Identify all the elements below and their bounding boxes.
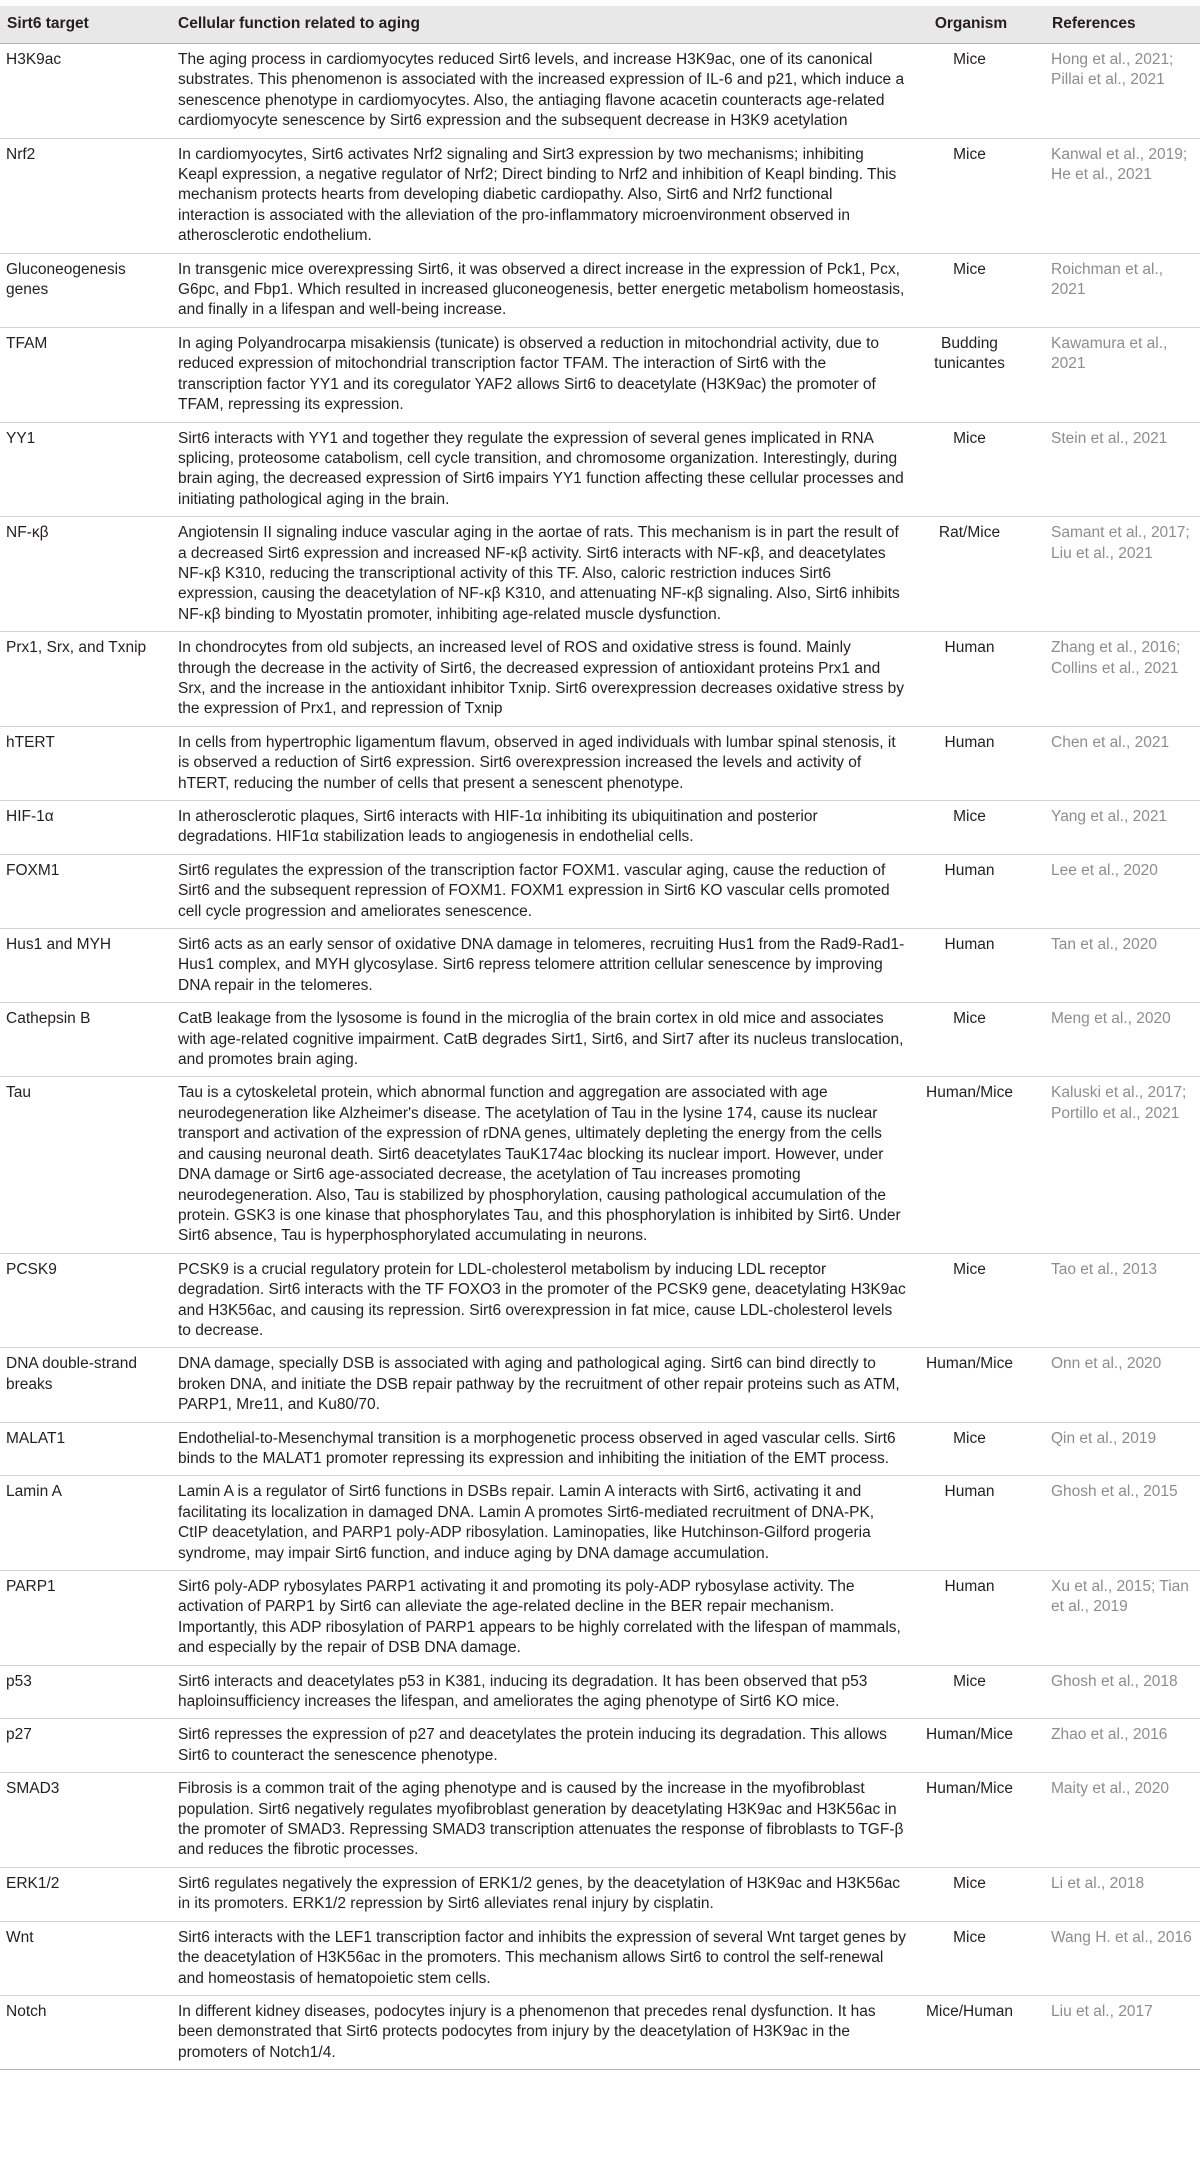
organism-cell: Human <box>914 854 1025 928</box>
function-cell: In different kidney diseases, podocytes injury is a phenomenon that precedes renal dysfunction. It has been demonstrated that Sirt6 protects podocytes from injury by the deacetylation of H3K9ac in the promoters of Notch1/4. <box>171 1995 914 2069</box>
target-cell: Tau <box>0 1077 171 1253</box>
references-cell: Stein et al., 2021 <box>1025 422 1200 517</box>
organism-cell: Human/Mice <box>914 1077 1025 1253</box>
table-row <box>0 1422 1200 1476</box>
function-cell: Sirt6 interacts and deacetylates p53 in K381, inducing its degradation. It has been observed that p53 haploinsufficiency increases the lifespan, and ameliorates the aging phenotype of Sirt6 KO mice. <box>171 1665 914 1719</box>
target-cell: Nrf2 <box>0 138 171 253</box>
table-row <box>0 1003 1200 1077</box>
header-row <box>0 6 1200 44</box>
function-cell: Tau is a cytoskeletal protein, which abnormal function and aggregation are associated with age neurodegeneration like Alzheimer's disease. The acetylation of Tau in the lysine 174, cause its nuclear transport and activation of the expression of rDNA genes, ultimately depleting the energy from the cells and causing neuronal death. Sirt6 deacetylates TauK174ac blocking its nuclear import. However, under DNA damage or Sirt6 age-associated decrease, the acetylation of Tau increases promoting neurodegeneration. Also, Tau is stabilized by phosphorylation, causing pathological accumulation of the protein. GSK3 is one kinase that phosphorylates Tau, and this phosphorylation is inhibited by Sirt6. Under Sirt6 absence, Tau is hyperphosphorylated accumulating in neurons. <box>171 1077 914 1253</box>
references-cell: Lee et al., 2020 <box>1025 854 1200 928</box>
function-cell: Endothelial-to-Mesenchymal transition is a morphogenetic process observed in aged vascular cells. Sirt6 binds to the MALAT1 promoter repressing its expression and inhibiting the initiation of the EMT process. <box>171 1422 914 1476</box>
function-cell: Sirt6 acts as an early sensor of oxidative DNA damage in telomeres, recruiting Hus1 from the Rad9-Rad1-Hus1 complex, and MYH glycosylase. Sirt6 repress telomere attrition cellular senescence by improving DNA repair in the telomeres. <box>171 929 914 1003</box>
organism-cell: Mice <box>914 422 1025 517</box>
function-cell: Sirt6 regulates the expression of the transcription factor FOXM1. vascular aging, cause the reduction of Sirt6 and the subsequent repression of FOXM1. FOXM1 expression in Sirt6 KO vascular cells promoted cell cycle progression and ameliorates senescence. <box>171 854 914 928</box>
table-row <box>0 1719 1200 1773</box>
table-row <box>0 1077 1200 1253</box>
references-cell: Hong et al., 2021; Pillai et al., 2021 <box>1025 44 1200 139</box>
table-row <box>0 726 1200 800</box>
organism-cell: Mice <box>914 1422 1025 1476</box>
target-cell: hTERT <box>0 726 171 800</box>
target-cell: TFAM <box>0 327 171 422</box>
references-cell: Kanwal et al., 2019; He et al., 2021 <box>1025 138 1200 253</box>
table-row <box>0 1476 1200 1571</box>
organism-cell: Mice <box>914 801 1025 855</box>
table-row <box>0 517 1200 632</box>
table-row <box>0 327 1200 422</box>
organism-cell: Human <box>914 929 1025 1003</box>
target-cell: H3K9ac <box>0 44 171 139</box>
organism-cell: Human <box>914 1476 1025 1571</box>
function-cell: Lamin A is a regulator of Sirt6 functions in DSBs repair. Lamin A interacts with Sirt6, activating it and facilitating its localization in damaged DNA. Lamin A promotes Sirt6-mediated recruitment of DNA-PK, CtIP deacetylation, and PARP1 poly-ADP ribosylation. Laminopaties, like Hutchinson-Gilford progeria syndrome, may impair Sirt6 function, and induce aging by DNA damage accumulation. <box>171 1476 914 1571</box>
references-cell: Onn et al., 2020 <box>1025 1348 1200 1422</box>
table-row <box>0 422 1200 517</box>
function-cell: Angiotensin II signaling induce vascular aging in the aortae of rats. This mechanism is in part the result of a decreased Sirt6 expression and increased NF-κβ activity. Sirt6 interacts with NF-κβ, and deacetylates NF-κβ K310, reducing the transcriptional activity of this TF. Also, caloric restriction induces Sirt6 expression, causing the deacetylation of NF-κβ K310, and attenuating NF-κβ signaling. Also, Sirt6 inhibits NF-κβ binding to Myostatin promoter, inhibiting age-related muscle dysfunction. <box>171 517 914 632</box>
organism-cell: Mice <box>914 44 1025 139</box>
table-row <box>0 632 1200 727</box>
organism-cell: Mice <box>914 1003 1025 1077</box>
table-row <box>0 1665 1200 1719</box>
table-row <box>0 1867 1200 1921</box>
references-cell: Ghosh et al., 2015 <box>1025 1476 1200 1571</box>
references-cell: Yang et al., 2021 <box>1025 801 1200 855</box>
references-cell: Roichman et al., 2021 <box>1025 253 1200 327</box>
table-row <box>0 1571 1200 1666</box>
table-header <box>0 6 1200 44</box>
references-cell: Meng et al., 2020 <box>1025 1003 1200 1077</box>
target-cell: Gluconeogenesis genes <box>0 253 171 327</box>
references-cell: Qin et al., 2019 <box>1025 1422 1200 1476</box>
organism-cell: Mice <box>914 1867 1025 1921</box>
function-cell: Sirt6 regulates negatively the expression of ERK1/2 genes, by the deacetylation of H3K9ac and H3K56ac in its promoters. ERK1/2 repression by Sirt6 alleviates renal injury by cisplatin. <box>171 1867 914 1921</box>
table-row <box>0 1348 1200 1422</box>
target-cell: PARP1 <box>0 1571 171 1666</box>
target-cell: FOXM1 <box>0 854 171 928</box>
target-cell: DNA double-strand breaks <box>0 1348 171 1422</box>
target-cell: Lamin A <box>0 1476 171 1571</box>
function-cell: Sirt6 interacts with the LEF1 transcription factor and inhibits the expression of several Wnt target genes by the deacetylation of H3K56ac in the promoters. This mechanism allows Sirt6 to control the self-renewal and homeostasis of hematopoietic stem cells. <box>171 1921 914 1995</box>
table-row <box>0 854 1200 928</box>
target-cell: SMAD3 <box>0 1773 171 1868</box>
function-cell: Sirt6 poly-ADP rybosylates PARP1 activating it and promoting its poly-ADP rybosylase activity. The activation of PARP1 by Sirt6 can alleviate the age-related decline in the BER repair mechanism. Importantly, this ADP ribosylation of PARP1 appears to be highly correlated with the lifespan of mammals, and especially by the repair of DSB DNA damage. <box>171 1571 914 1666</box>
target-cell: NF-κβ <box>0 517 171 632</box>
references-cell: Zhao et al., 2016 <box>1025 1719 1200 1773</box>
function-cell: Fibrosis is a common trait of the aging phenotype and is caused by the increase in the myofibroblast population. Sirt6 negatively regulates myofibroblast generation by deacetylating H3K9ac and H3K56ac in the promoter of SMAD3. Repressing SMAD3 transcription attenuates the response of fibroblasts to TGF-β and reduces the fibrotic processes. <box>171 1773 914 1868</box>
references-cell: Kaluski et al., 2017; Portillo et al., 2021 <box>1025 1077 1200 1253</box>
references-cell: Tao et al., 2013 <box>1025 1253 1200 1348</box>
target-cell: PCSK9 <box>0 1253 171 1348</box>
table-row <box>0 44 1200 139</box>
function-cell: The aging process in cardiomyocytes reduced Sirt6 levels, and increase H3K9ac, one of its canonical substrates. This phenomenon is associated with the increased expression of IL-6 and p21, which induce a senescence phenotype in cardiomyocytes. Also, the antiaging flavone acacetin counteracts age-related cardiomyocyte senescence by Sirt6 expression and the subsequent decrease in H3K9 acetylation <box>171 44 914 139</box>
target-cell: YY1 <box>0 422 171 517</box>
organism-cell: Budding tunicantes <box>914 327 1025 422</box>
target-cell: Wnt <box>0 1921 171 1995</box>
organism-cell: Mice/Human <box>914 1995 1025 2069</box>
organism-cell: Mice <box>914 138 1025 253</box>
function-cell: PCSK9 is a crucial regulatory protein for LDL-cholesterol metabolism by inducing LDL receptor degradation. Sirt6 interacts with the TF FOXO3 in the promoter of the PCSK9 gene, deacetylating H3K9ac and H3K56ac, and causing its repression. Sirt6 overexpression in fat mice, cause LDL-cholesterol levels to decrease. <box>171 1253 914 1348</box>
references-cell: Maity et al., 2020 <box>1025 1773 1200 1868</box>
function-cell: Sirt6 represses the expression of p27 and deacetylates the protein inducing its degradation. This allows Sirt6 to counteract the senescence phenotype. <box>171 1719 914 1773</box>
table-row <box>0 1773 1200 1868</box>
organism-cell: Human <box>914 632 1025 727</box>
target-cell: p53 <box>0 1665 171 1719</box>
function-cell: CatB leakage from the lysosome is found in the microglia of the brain cortex in old mice and associates with age-related cognitive impairment. CatB degrades Sirt1, Sirt6, and Sirt7 after its nucleus translocation, and promotes brain aging. <box>171 1003 914 1077</box>
organism-cell: Human/Mice <box>914 1773 1025 1868</box>
organism-cell: Mice <box>914 1253 1025 1348</box>
table-row <box>0 1995 1200 2069</box>
header-cellular-function: Cellular function related to aging <box>171 6 914 44</box>
target-cell: ERK1/2 <box>0 1867 171 1921</box>
organism-cell: Rat/Mice <box>914 517 1025 632</box>
table-row <box>0 138 1200 253</box>
header-organism: Organism <box>914 6 1025 44</box>
references-cell: Li et al., 2018 <box>1025 1867 1200 1921</box>
target-cell: MALAT1 <box>0 1422 171 1476</box>
table-body <box>0 44 1200 2070</box>
target-cell: Hus1 and MYH <box>0 929 171 1003</box>
organism-cell: Human/Mice <box>914 1348 1025 1422</box>
organism-cell: Mice <box>914 1665 1025 1719</box>
table-row <box>0 929 1200 1003</box>
organism-cell: Human/Mice <box>914 1719 1025 1773</box>
header-references: References <box>1025 6 1200 44</box>
sirt6-targets-table <box>0 6 1200 2070</box>
organism-cell: Mice <box>914 253 1025 327</box>
organism-cell: Human <box>914 1571 1025 1666</box>
function-cell: In cardiomyocytes, Sirt6 activates Nrf2 signaling and Sirt3 expression by two mechanisms; inhibiting Keapl expression, a negative regulator of Nrf2; Direct binding to Nrf2 and inhibition of Keapl binding. This mechanism protects hearts from developing diabetic cardiopathy. Also, Sirt6 and Nrf2 functional interaction is associated with the alleviation of the pro-inflammatory microenvironment observed in atherosclerotic endothelium. <box>171 138 914 253</box>
function-cell: Sirt6 interacts with YY1 and together they regulate the expression of several genes implicated in RNA splicing, proteosome catabolism, cell cycle transition, and chromosome organization. Interestingly, during brain aging, the decreased expression of Sirt6 impairs YY1 function affecting these cellular processes and initiating pathological aging in the brain. <box>171 422 914 517</box>
target-cell: Cathepsin B <box>0 1003 171 1077</box>
target-cell: p27 <box>0 1719 171 1773</box>
references-cell: Xu et al., 2015; Tian et al., 2019 <box>1025 1571 1200 1666</box>
organism-cell: Human <box>914 726 1025 800</box>
references-cell: Samant et al., 2017; Liu et al., 2021 <box>1025 517 1200 632</box>
organism-cell: Mice <box>914 1921 1025 1995</box>
target-cell: HIF-1α <box>0 801 171 855</box>
function-cell: In cells from hypertrophic ligamentum flavum, observed in aged individuals with lumbar spinal stenosis, it is observed a reduction of Sirt6 expression. Sirt6 overexpression increased the levels and activity of hTERT, reducing the number of cells that present a senescent phenotype. <box>171 726 914 800</box>
references-cell: Chen et al., 2021 <box>1025 726 1200 800</box>
table-row <box>0 253 1200 327</box>
function-cell: In chondrocytes from old subjects, an increased level of ROS and oxidative stress is found. Mainly through the decrease in the activity of Sirt6, the decreased expression of antioxidant proteins Prx1 and Srx, and the increase in the antioxidant inhibitor Txnip. Sirt6 overexpression decreases oxidative stress by the expression of Prx1, and repression of Txnip <box>171 632 914 727</box>
references-cell: Zhang et al., 2016; Collins et al., 2021 <box>1025 632 1200 727</box>
target-cell: Notch <box>0 1995 171 2069</box>
function-cell: In atherosclerotic plaques, Sirt6 interacts with HIF-1α inhibiting its ubiquitination and posterior degradations. HIF1α stabilization leads to angiogenesis in endothelial cells. <box>171 801 914 855</box>
table-row <box>0 1921 1200 1995</box>
function-cell: In transgenic mice overexpressing Sirt6, it was observed a direct increase in the expression of Pck1, Pcx, G6pc, and Fbp1. Which resulted in increased gluconeogenesis, better energetic metabolism homeostasis, and finally in a lifespan and well-being increase. <box>171 253 914 327</box>
header-sirt6-target: Sirt6 target <box>0 6 171 44</box>
function-cell: DNA damage, specially DSB is associated with aging and pathological aging. Sirt6 can bind directly to broken DNA, and initiate the DSB repair pathway by the recruitment of other repair proteins such as ATM, PARP1, Mre11, and Ku80/70. <box>171 1348 914 1422</box>
table-row <box>0 801 1200 855</box>
table-row <box>0 1253 1200 1348</box>
function-cell: In aging Polyandrocarpa misakiensis (tunicate) is observed a reduction in mitochondrial activity, due to reduced expression of mitochondrial transcription factor TFAM. The interaction of Sirt6 with the transcription factor YY1 and its coregulator YAF2 allows Sirt6 to deacetylate (H3K9ac) the promoter of TFAM, repressing its expression. <box>171 327 914 422</box>
references-cell: Ghosh et al., 2018 <box>1025 1665 1200 1719</box>
references-cell: Kawamura et al., 2021 <box>1025 327 1200 422</box>
references-cell: Wang H. et al., 2016 <box>1025 1921 1200 1995</box>
references-cell: Tan et al., 2020 <box>1025 929 1200 1003</box>
target-cell: Prx1, Srx, and Txnip <box>0 632 171 727</box>
references-cell: Liu et al., 2017 <box>1025 1995 1200 2069</box>
